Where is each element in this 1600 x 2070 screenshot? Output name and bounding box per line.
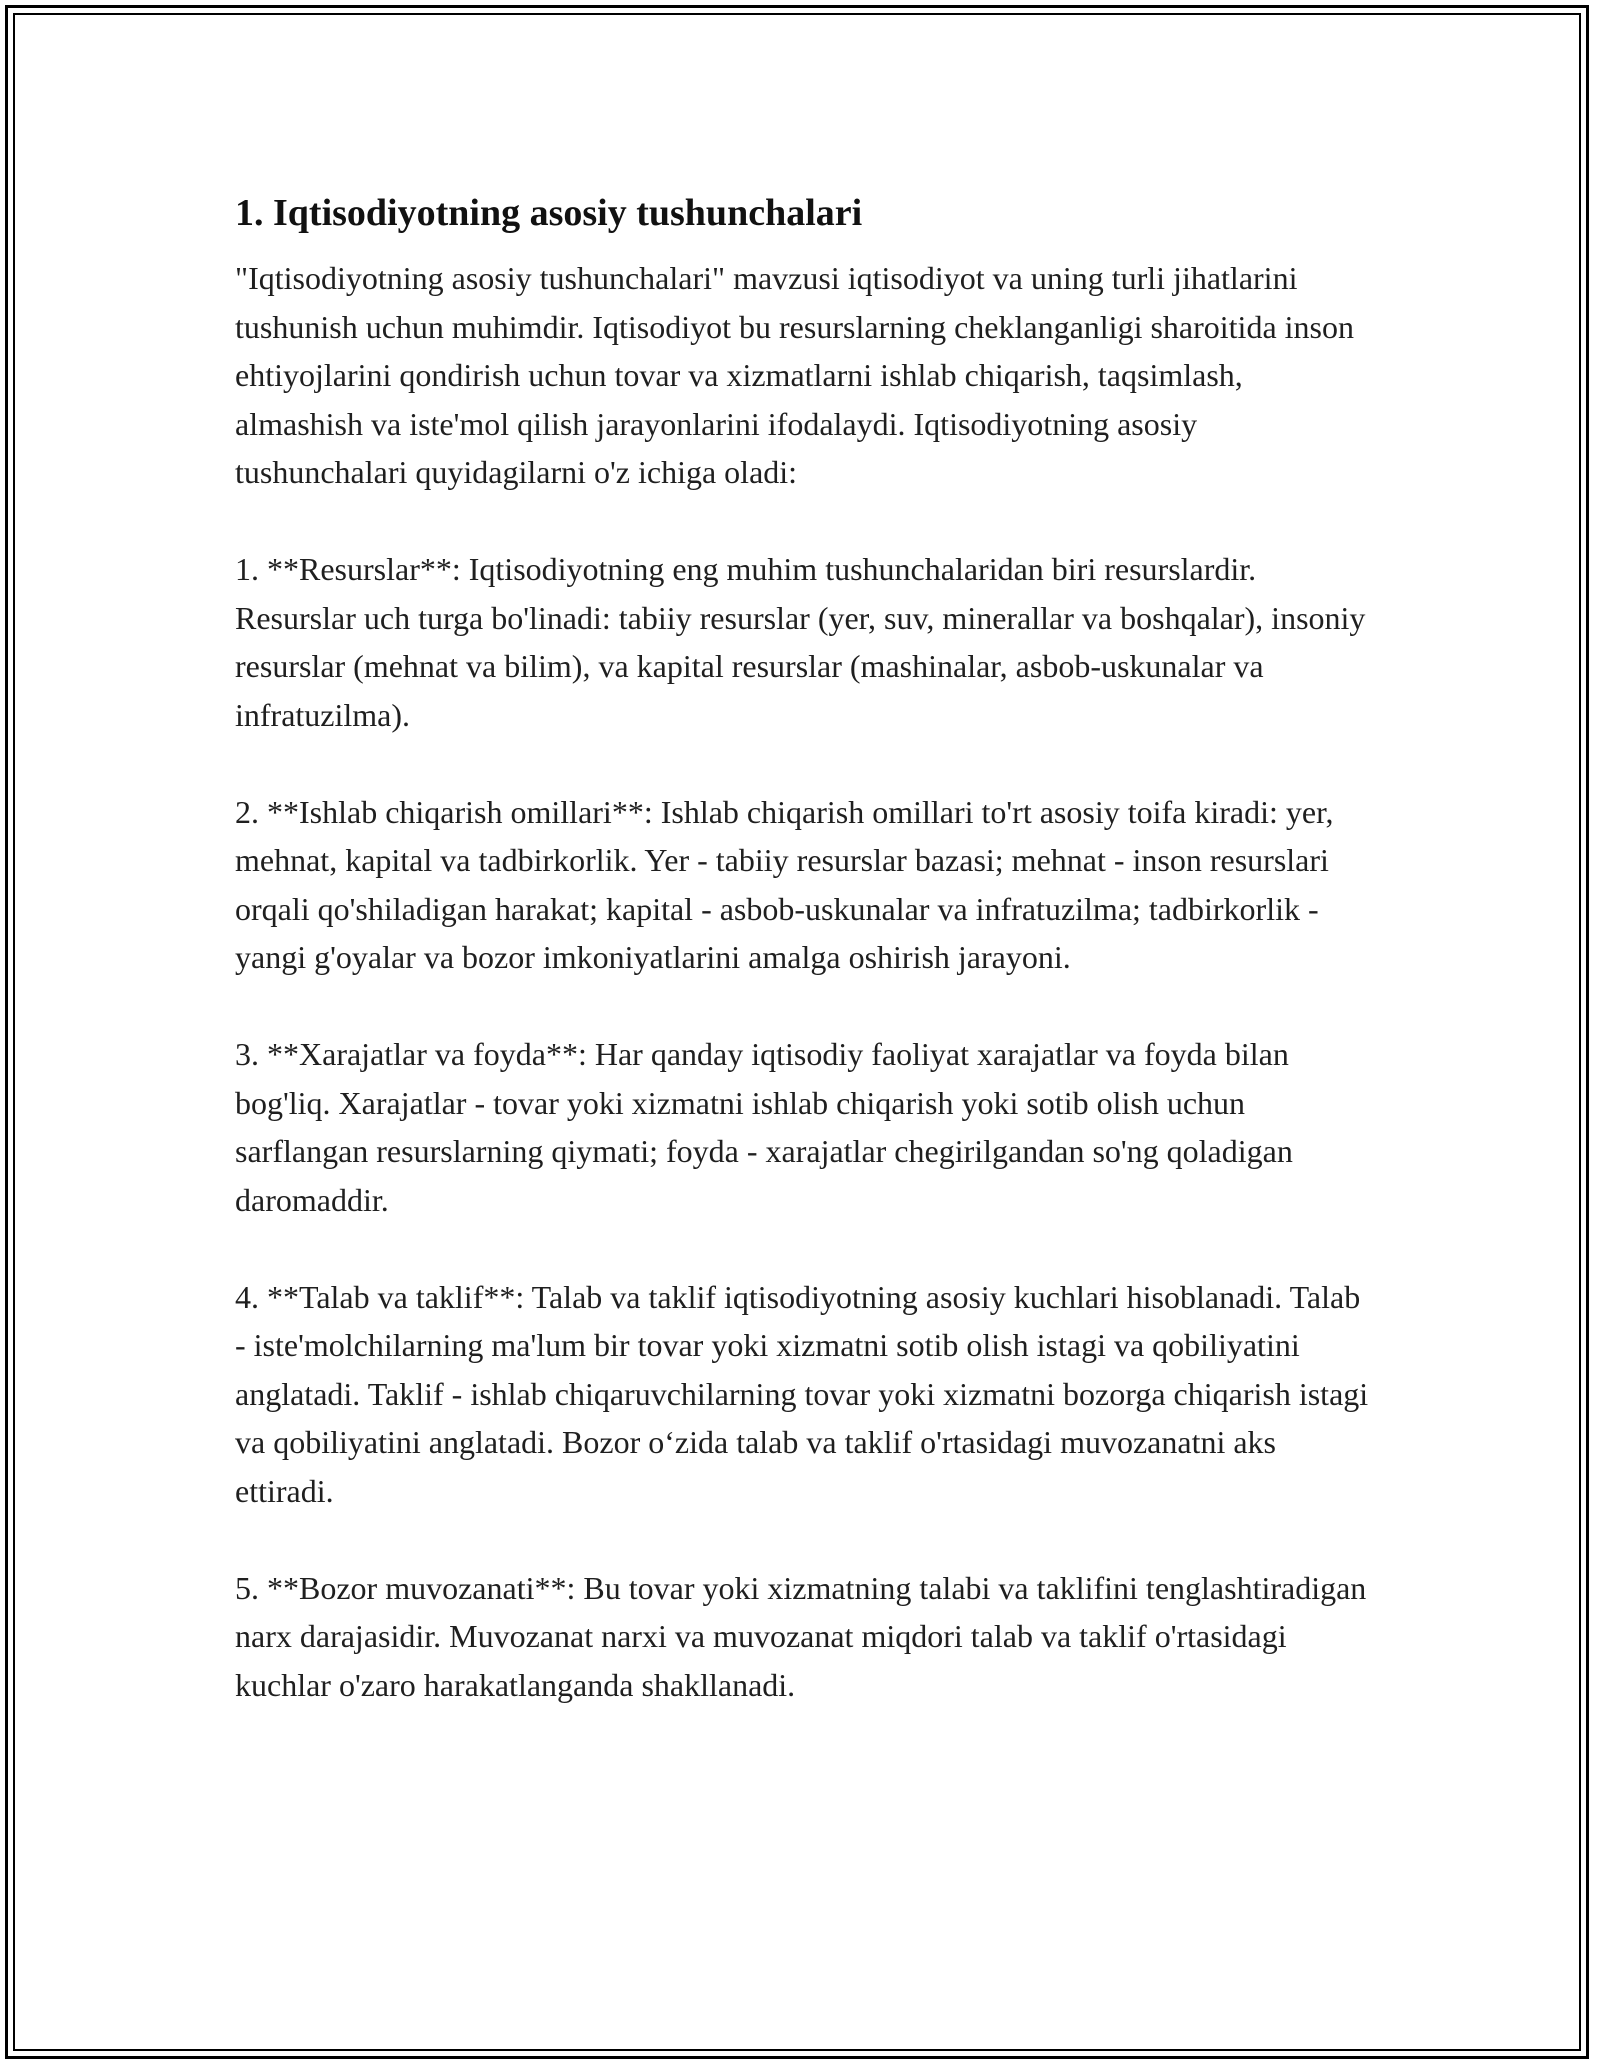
paragraph-xarajatlar-va-foyda: 3. **Xarajatlar va foyda**: Har qanday iqtisodiy faoliyat xarajatlar va foyda bilan bog'liq. Xarajatlar - tovar yoki xizmatni ishlab chiqarish yoki sotib olish uchun sarflangan resurslarning qiymati; foyda - xarajatlar chegirilgandan so'ng qoladigan daromaddir.	[235, 1036, 1293, 1218]
paragraph-bozor-muvozanati: 5. **Bozor muvozanati**: Bu tovar yoki xizmatning talabi va taklifini tenglashtiradigan narx darajasidir. Muvozanat narxi va muvozanat miqdori talab va taklif o'rtasidagi kuchlar o'zaro harakatlanganda shakllanadi.	[235, 1569, 1367, 1703]
document-body	[235, 180, 1370, 1758]
paragraph-resurslar: 1. **Resurslar**: Iqtisodiyotning eng muhim tushunchalaridan biri resurslardir. Resurslar uch turga bo'linadi: tabiiy resurslar (yer, suv, minerallar va boshqalar), insoniy resurslar (mehnat va bilim), va kapital resurslar (mashinalar, asbob-uskunalar va infratuzilma).	[235, 551, 1366, 733]
document-heading: 1. Iqtisodiyotning asosiy tushunchalari	[235, 192, 863, 234]
intro-paragraph: "Iqtisodiyotning asosiy tushunchalari" mavzusi iqtisodiyot va uning turli jihatlarini tushunish uchun muhimdir. Iqtisodiyot bu resurslarning cheklanganligi sharoitida inson ehtiyojlarini qondirish uchun tovar va xizmatlarni ishlab chiqarish, taqsimlash, almashish va iste'mol qilish jarayonlarini ifodalaydi. Iqtisodiyotning asosiy tushunchalari quyidagilarni o'z ichiga oladi:	[235, 260, 1354, 490]
paragraph-ishlab-chiqarish-omillari: 2. **Ishlab chiqarish omillari**: Ishlab chiqarish omillari to'rt asosiy toifa kiradi: yer, mehnat, kapital va tadbirkorlik. Yer - tabiiy resurslar bazasi; mehnat - inson resurslari orqali qo'shiladigan harakat; kapital - asbob-uskunalar va infratuzilma; tadbirkorlik - yangi g'oyalar va bozor imkoniyatlarini amalga oshirish jarayoni.	[235, 793, 1334, 975]
paragraph-talab-va-taklif: 4. **Talab va taklif**: Talab va taklif iqtisodiyotning asosiy kuchlari hisoblanadi. Talab - iste'molchilarning ma'lum bir tovar yoki xizmatni sotib olish istagi va qobiliyatini anglatadi. Taklif - ishlab chiqaruvchilarning tovar yoki xizmatni bozorga chiqarish istagi va qobiliyatini anglatadi. Bozor o‘zida talab va taklif o'rtasidagi muvozanatni aks ettiradi.	[235, 1278, 1369, 1509]
